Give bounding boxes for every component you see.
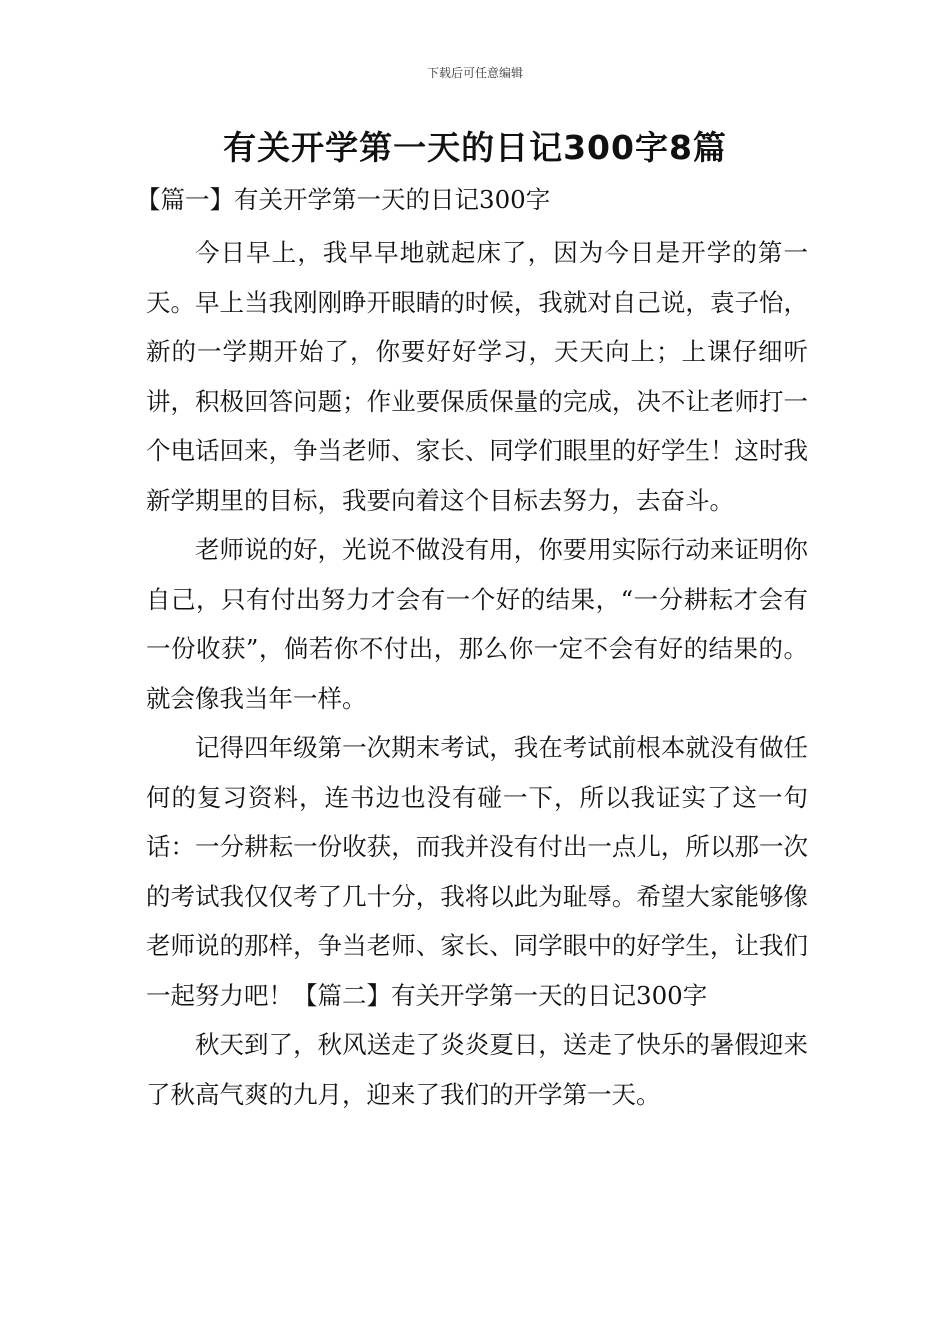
document-body: [136, 178, 808, 1119]
header-note: 下载后可任意编辑: [426, 66, 523, 80]
paragraph: 记得四年级第一次期末考试，我在考试前根本就没有做任何的复习资料，连书边也没有碰一下，所以我证实了这一句话：一分耕耘一份收获，而我并没有付出一点儿，所以那一次的考试我仅仅考了几十分，我将以此为耻辱。希望大家能够像老师说的那样，争当老师、家长、同学眼中的好学生，让我们一起努力吧！【篇二】有关开学第一天的日记300字: [146, 733, 808, 1010]
paragraph: 老师说的好，光说不做没有用，你要用实际行动来证明你自己，只有付出努力才会有一个好的结果，“一分耕耘才会有一份收获”，倘若你不付出，那么你一定不会有好的结果的。就会像我当年一样。: [146, 535, 808, 713]
document-title: 有关开学第一天的日记300字8篇: [223, 128, 727, 167]
paragraph: 秋天到了，秋风送走了炎炎夏日，送走了快乐的暑假迎来了秋高气爽的九月，迎来了我们的开学第一天。: [146, 1030, 808, 1109]
section-heading: 【篇一】有关开学第一天的日记300字: [136, 185, 551, 214]
paragraph: 今日早上，我早早地就起床了，因为今日是开学的第一天。早上当我刚刚睁开眼睛的时候，我就对自己说，袁子怡，新的一学期开始了，你要好好学习，天天向上；上课仔细听讲，积极回答问题；作业要保质保量的完成，决不让老师打一个电话回来，争当老师、家长、同学们眼里的好学生！这时我新学期里的目标，我要向着这个目标去努力，去奋斗。: [146, 238, 808, 515]
